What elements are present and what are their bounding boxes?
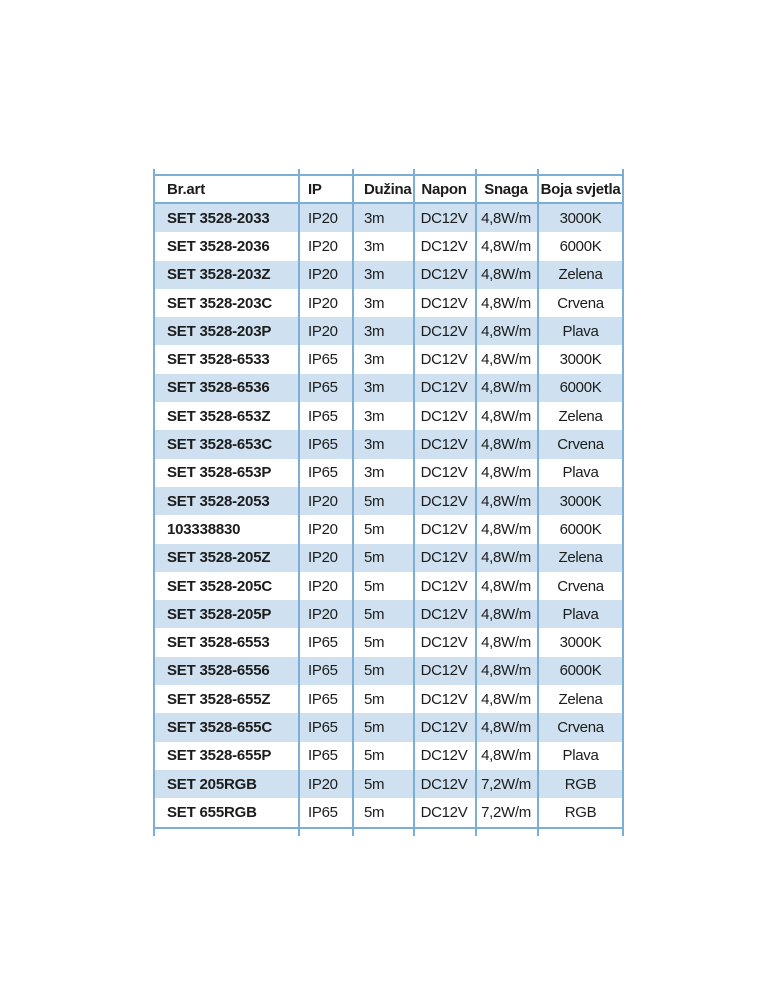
cell-duzina: 5m bbox=[364, 605, 385, 623]
cell-snaga: 4,8W/m bbox=[481, 322, 531, 340]
cell-napon: DC12V bbox=[420, 294, 468, 312]
cell-ip: IP20 bbox=[308, 520, 338, 538]
cell-snaga: 4,8W/m bbox=[481, 464, 531, 482]
cell-art: SET 3528-205P bbox=[167, 605, 272, 623]
cell-napon: DC12V bbox=[420, 634, 468, 652]
cell-snaga: 4,8W/m bbox=[481, 209, 531, 227]
cell-duzina: 5m bbox=[364, 634, 385, 652]
cell-napon: DC12V bbox=[420, 803, 468, 821]
cell-boja: 3000K bbox=[559, 351, 602, 369]
cell-art: SET 3528-203Z bbox=[167, 266, 271, 284]
cell-snaga: 4,8W/m bbox=[481, 379, 531, 397]
table-row bbox=[153, 713, 624, 741]
table-row bbox=[153, 204, 624, 232]
cell-ip: IP20 bbox=[308, 266, 338, 284]
cell-boja: Plava bbox=[562, 464, 599, 482]
cell-snaga: 4,8W/m bbox=[481, 634, 531, 652]
cell-boja: Plava bbox=[562, 322, 599, 340]
product-spec-table bbox=[153, 174, 624, 829]
cell-duzina: 5m bbox=[364, 549, 385, 567]
cell-art: SET 3528-655Z bbox=[167, 690, 271, 708]
cell-boja: Zelena bbox=[558, 407, 603, 425]
table-row bbox=[153, 317, 624, 345]
column-divider bbox=[298, 169, 300, 836]
cell-boja: Crvena bbox=[557, 718, 604, 736]
table-row bbox=[153, 402, 624, 430]
cell-duzina: 3m bbox=[364, 436, 385, 454]
column-divider bbox=[352, 169, 354, 836]
cell-snaga: 4,8W/m bbox=[481, 605, 531, 623]
cell-boja: 3000K bbox=[559, 209, 602, 227]
table-row bbox=[153, 657, 624, 685]
cell-napon: DC12V bbox=[420, 775, 468, 793]
cell-ip: IP20 bbox=[308, 492, 338, 510]
cell-duzina: 3m bbox=[364, 209, 385, 227]
table-body bbox=[153, 204, 624, 827]
cell-boja: Zelena bbox=[558, 690, 603, 708]
table-row bbox=[153, 628, 624, 656]
cell-snaga: 4,8W/m bbox=[481, 237, 531, 255]
cell-art: SET 3528-6553 bbox=[167, 634, 270, 652]
cell-snaga: 4,8W/m bbox=[481, 294, 531, 312]
cell-duzina: 5m bbox=[364, 690, 385, 708]
cell-art: SET 3528-653P bbox=[167, 464, 272, 482]
cell-ip: IP20 bbox=[308, 549, 338, 567]
cell-ip: IP20 bbox=[308, 775, 338, 793]
cell-napon: DC12V bbox=[420, 407, 468, 425]
table-row bbox=[153, 430, 624, 458]
cell-napon: DC12V bbox=[420, 351, 468, 369]
cell-art: 103338830 bbox=[167, 520, 241, 538]
cell-duzina: 5m bbox=[364, 662, 385, 680]
cell-snaga: 7,2W/m bbox=[481, 803, 531, 821]
table-row bbox=[153, 459, 624, 487]
cell-ip: IP65 bbox=[308, 803, 338, 821]
cell-art: SET 655RGB bbox=[167, 803, 257, 821]
cell-snaga: 4,8W/m bbox=[481, 662, 531, 680]
cell-duzina: 5m bbox=[364, 520, 385, 538]
cell-ip: IP20 bbox=[308, 237, 338, 255]
cell-art: SET 205RGB bbox=[167, 775, 257, 793]
cell-art: SET 3528-653C bbox=[167, 436, 272, 454]
cell-napon: DC12V bbox=[420, 747, 468, 765]
table-row bbox=[153, 600, 624, 628]
cell-napon: DC12V bbox=[420, 436, 468, 454]
cell-ip: IP65 bbox=[308, 690, 338, 708]
cell-duzina: 5m bbox=[364, 577, 385, 595]
table-row bbox=[153, 487, 624, 515]
cell-snaga: 4,8W/m bbox=[481, 351, 531, 369]
table-row bbox=[153, 232, 624, 260]
cell-ip: IP65 bbox=[308, 436, 338, 454]
cell-napon: DC12V bbox=[420, 718, 468, 736]
cell-ip: IP65 bbox=[308, 747, 338, 765]
table-header-row bbox=[153, 176, 624, 204]
cell-napon: DC12V bbox=[420, 464, 468, 482]
header-cell-art: Br.art bbox=[167, 180, 205, 198]
cell-art: SET 3528-6536 bbox=[167, 379, 270, 397]
cell-boja: 6000K bbox=[559, 379, 602, 397]
table-row bbox=[153, 261, 624, 289]
cell-art: SET 3528-6533 bbox=[167, 351, 270, 369]
cell-napon: DC12V bbox=[420, 690, 468, 708]
header-cell-snaga: Snaga bbox=[484, 180, 528, 198]
table-row bbox=[153, 685, 624, 713]
cell-duzina: 5m bbox=[364, 492, 385, 510]
table-row bbox=[153, 374, 624, 402]
column-divider bbox=[537, 169, 539, 836]
cell-napon: DC12V bbox=[420, 605, 468, 623]
table-row bbox=[153, 798, 624, 826]
table-row bbox=[153, 515, 624, 543]
cell-boja: 6000K bbox=[559, 662, 602, 680]
cell-ip: IP65 bbox=[308, 351, 338, 369]
cell-art: SET 3528-203C bbox=[167, 294, 272, 312]
cell-duzina: 3m bbox=[364, 237, 385, 255]
cell-ip: IP65 bbox=[308, 662, 338, 680]
cell-art: SET 3528-205Z bbox=[167, 549, 271, 567]
cell-ip: IP65 bbox=[308, 634, 338, 652]
cell-art: SET 3528-655P bbox=[167, 747, 272, 765]
cell-ip: IP65 bbox=[308, 379, 338, 397]
cell-art: SET 3528-655C bbox=[167, 718, 272, 736]
cell-duzina: 3m bbox=[364, 351, 385, 369]
cell-ip: IP65 bbox=[308, 407, 338, 425]
cell-snaga: 4,8W/m bbox=[481, 577, 531, 595]
header-cell-ip: IP bbox=[308, 180, 322, 198]
table-left-border bbox=[153, 169, 155, 836]
cell-art: SET 3528-203P bbox=[167, 322, 272, 340]
table-row bbox=[153, 544, 624, 572]
cell-boja: 3000K bbox=[559, 634, 602, 652]
table-row bbox=[153, 742, 624, 770]
cell-duzina: 3m bbox=[364, 407, 385, 425]
cell-napon: DC12V bbox=[420, 662, 468, 680]
header-cell-duzina: Dužina bbox=[364, 180, 412, 198]
table-row bbox=[153, 572, 624, 600]
cell-duzina: 3m bbox=[364, 266, 385, 284]
cell-boja: 6000K bbox=[559, 237, 602, 255]
cell-snaga: 4,8W/m bbox=[481, 492, 531, 510]
cell-boja: Zelena bbox=[558, 266, 603, 284]
cell-snaga: 4,8W/m bbox=[481, 747, 531, 765]
cell-duzina: 3m bbox=[364, 464, 385, 482]
cell-duzina: 3m bbox=[364, 294, 385, 312]
table-row bbox=[153, 770, 624, 798]
cell-boja: RGB bbox=[564, 803, 597, 821]
cell-napon: DC12V bbox=[420, 266, 468, 284]
cell-boja: Plava bbox=[562, 747, 599, 765]
cell-duzina: 5m bbox=[364, 803, 385, 821]
cell-snaga: 4,8W/m bbox=[481, 436, 531, 454]
cell-boja: Crvena bbox=[557, 436, 604, 454]
cell-duzina: 3m bbox=[364, 379, 385, 397]
header-cell-napon: Napon bbox=[421, 180, 467, 198]
cell-ip: IP65 bbox=[308, 718, 338, 736]
cell-snaga: 4,8W/m bbox=[481, 520, 531, 538]
header-cell-boja: Boja svjetla bbox=[540, 180, 621, 198]
cell-duzina: 5m bbox=[364, 747, 385, 765]
cell-napon: DC12V bbox=[420, 237, 468, 255]
cell-art: SET 3528-2033 bbox=[167, 209, 270, 227]
cell-napon: DC12V bbox=[420, 577, 468, 595]
cell-snaga: 4,8W/m bbox=[481, 266, 531, 284]
cell-napon: DC12V bbox=[420, 492, 468, 510]
cell-ip: IP20 bbox=[308, 322, 338, 340]
cell-ip: IP20 bbox=[308, 577, 338, 595]
cell-ip: IP20 bbox=[308, 294, 338, 312]
cell-duzina: 5m bbox=[364, 718, 385, 736]
cell-napon: DC12V bbox=[420, 520, 468, 538]
column-divider bbox=[413, 169, 415, 836]
cell-snaga: 7,2W/m bbox=[481, 775, 531, 793]
cell-napon: DC12V bbox=[420, 379, 468, 397]
cell-snaga: 4,8W/m bbox=[481, 718, 531, 736]
cell-art: SET 3528-2036 bbox=[167, 237, 270, 255]
cell-napon: DC12V bbox=[420, 322, 468, 340]
table-right-border bbox=[622, 169, 624, 836]
cell-boja: 6000K bbox=[559, 520, 602, 538]
cell-art: SET 3528-653Z bbox=[167, 407, 271, 425]
cell-napon: DC12V bbox=[420, 549, 468, 567]
cell-snaga: 4,8W/m bbox=[481, 549, 531, 567]
cell-art: SET 3528-6556 bbox=[167, 662, 270, 680]
cell-ip: IP20 bbox=[308, 605, 338, 623]
cell-ip: IP20 bbox=[308, 209, 338, 227]
cell-duzina: 5m bbox=[364, 775, 385, 793]
table-row bbox=[153, 289, 624, 317]
cell-napon: DC12V bbox=[420, 209, 468, 227]
cell-snaga: 4,8W/m bbox=[481, 690, 531, 708]
cell-boja: Crvena bbox=[557, 294, 604, 312]
cell-boja: Crvena bbox=[557, 577, 604, 595]
cell-boja: Zelena bbox=[558, 549, 603, 567]
cell-snaga: 4,8W/m bbox=[481, 407, 531, 425]
cell-boja: RGB bbox=[564, 775, 597, 793]
cell-art: SET 3528-2053 bbox=[167, 492, 270, 510]
cell-ip: IP65 bbox=[308, 464, 338, 482]
cell-art: SET 3528-205C bbox=[167, 577, 272, 595]
table-row bbox=[153, 345, 624, 373]
column-divider bbox=[475, 169, 477, 836]
cell-boja: Plava bbox=[562, 605, 599, 623]
cell-boja: 3000K bbox=[559, 492, 602, 510]
cell-duzina: 3m bbox=[364, 322, 385, 340]
